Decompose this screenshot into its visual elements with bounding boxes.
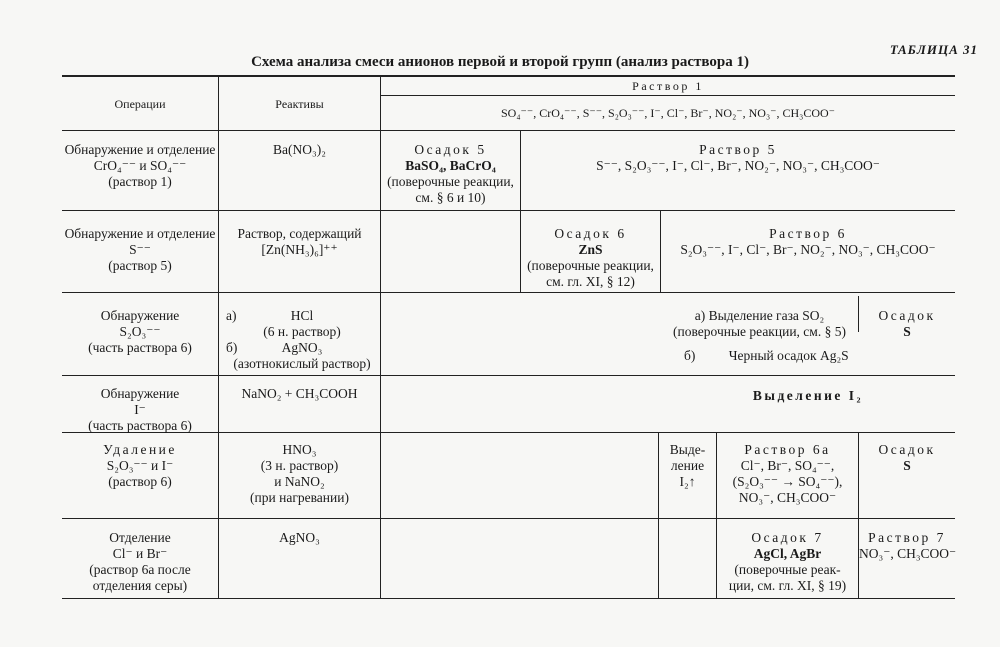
row2-solution: Раствор 6 S₂O₃⁻⁻, I⁻, Cl⁻, Br⁻, NO₂⁻, NO₃⁻, CH₃COO⁻ (680, 226, 936, 257)
row6-precipitate: Осадок 7 AgCl, AgBr (поверочные реак- ции, см. гл. XI, § 19) (728, 530, 847, 593)
header-reagents: Реактивы (275, 97, 324, 111)
table-bottom-border (62, 598, 955, 599)
table-top-border (62, 75, 955, 77)
row4-reagents: NaNO₂ + CH₃COOH (241, 386, 358, 401)
row1-precipitate: Осадок 5 BaSO₄, BaCrO₄ (поверочные реакции, см. § 6 и 10) (387, 142, 514, 205)
table-number: ТАБЛИЦА 31 (889, 42, 978, 57)
row5-precipitate: Осадок S (878, 442, 936, 473)
row5-gas: Выде- ление I₂↑ (669, 442, 706, 489)
row-line-2 (62, 292, 955, 293)
row1-reagents: Ba(NO₃)₂ (273, 142, 326, 157)
row5-operation: Удаление S₂O₃⁻⁻ и I⁻ (раствор 6) (103, 442, 177, 489)
row3-result-b: б) Черный осадок Ag₂S (684, 348, 849, 363)
row-line-5 (62, 518, 955, 519)
row2-reagents: Раствор, содержащий [Zn(NH₃)₆]⁺⁺ (237, 226, 362, 257)
header-operations: Операции (114, 97, 166, 111)
row2-operation: Обнаружение и отделение S⁻⁻ (раствор 5) (64, 226, 216, 273)
row5-reagents: HNO₃ (3 н. раствор) и NaNO₂ (при нагревании) (250, 442, 349, 505)
row5-solution: Раствор 6а Cl⁻, Br⁻, SO₄⁻⁻, (S₂O₃⁻⁻ → SO₄⁻⁻), NO₃⁻, CH₃COO⁻ (732, 442, 843, 505)
row6-solution: Раствор 7 NO₃⁻, CH₃COO⁻ (859, 530, 957, 561)
row-line-1 (62, 210, 955, 211)
page-title: Схема анализа смеси анионов первой и второй групп (анализ раствора 1) (251, 54, 749, 70)
row3-result-a: а) Выделение газа SO₂ (поверочные реакции, см. § 5) (673, 308, 846, 339)
header-ions: SO₄⁻⁻, CrO₄⁻⁻, S⁻⁻, S₂O₃⁻⁻, I⁻, Cl⁻, Br⁻, NO₂⁻, NO₃⁻, CH₃COO⁻ (501, 106, 835, 120)
row4-operation: Обнаружение I⁻ (часть раствора 6) (88, 386, 192, 433)
header-sub-line (380, 95, 955, 96)
row3-operation: Обнаружение S₂O₃⁻⁻ (часть раствора 6) (88, 308, 192, 355)
row1-operation: Обнаружение и отделение CrO₄⁻⁻ и SO₄⁻⁻ (раствор 1) (64, 142, 216, 189)
row6-operation: Отделение Cl⁻ и Br⁻ (раствор 6а после отделения серы) (89, 530, 191, 593)
row1-solution: Раствор 5 S⁻⁻, S₂O₃⁻⁻, I⁻, Cl⁻, Br⁻, NO₂⁻, NO₃⁻, CH₃COO⁻ (596, 142, 880, 173)
row3-precipitate: Осадок S (878, 308, 936, 339)
header-bottom-line (62, 130, 955, 131)
row4-result: Выделение I₂ (752, 388, 864, 403)
row3-reagents: а) HCl (6 н. раствор) б) AgNO₃ (азотнокислый раствор) (226, 308, 371, 371)
header-solution-1: Раствор 1 (632, 79, 704, 93)
row6-reagents: AgNO₃ (279, 530, 320, 545)
row-line-3 (62, 375, 955, 376)
row2-precipitate: Осадок 6 ZnS (поверочные реакции, см. гл. XI, § 12) (527, 226, 654, 289)
